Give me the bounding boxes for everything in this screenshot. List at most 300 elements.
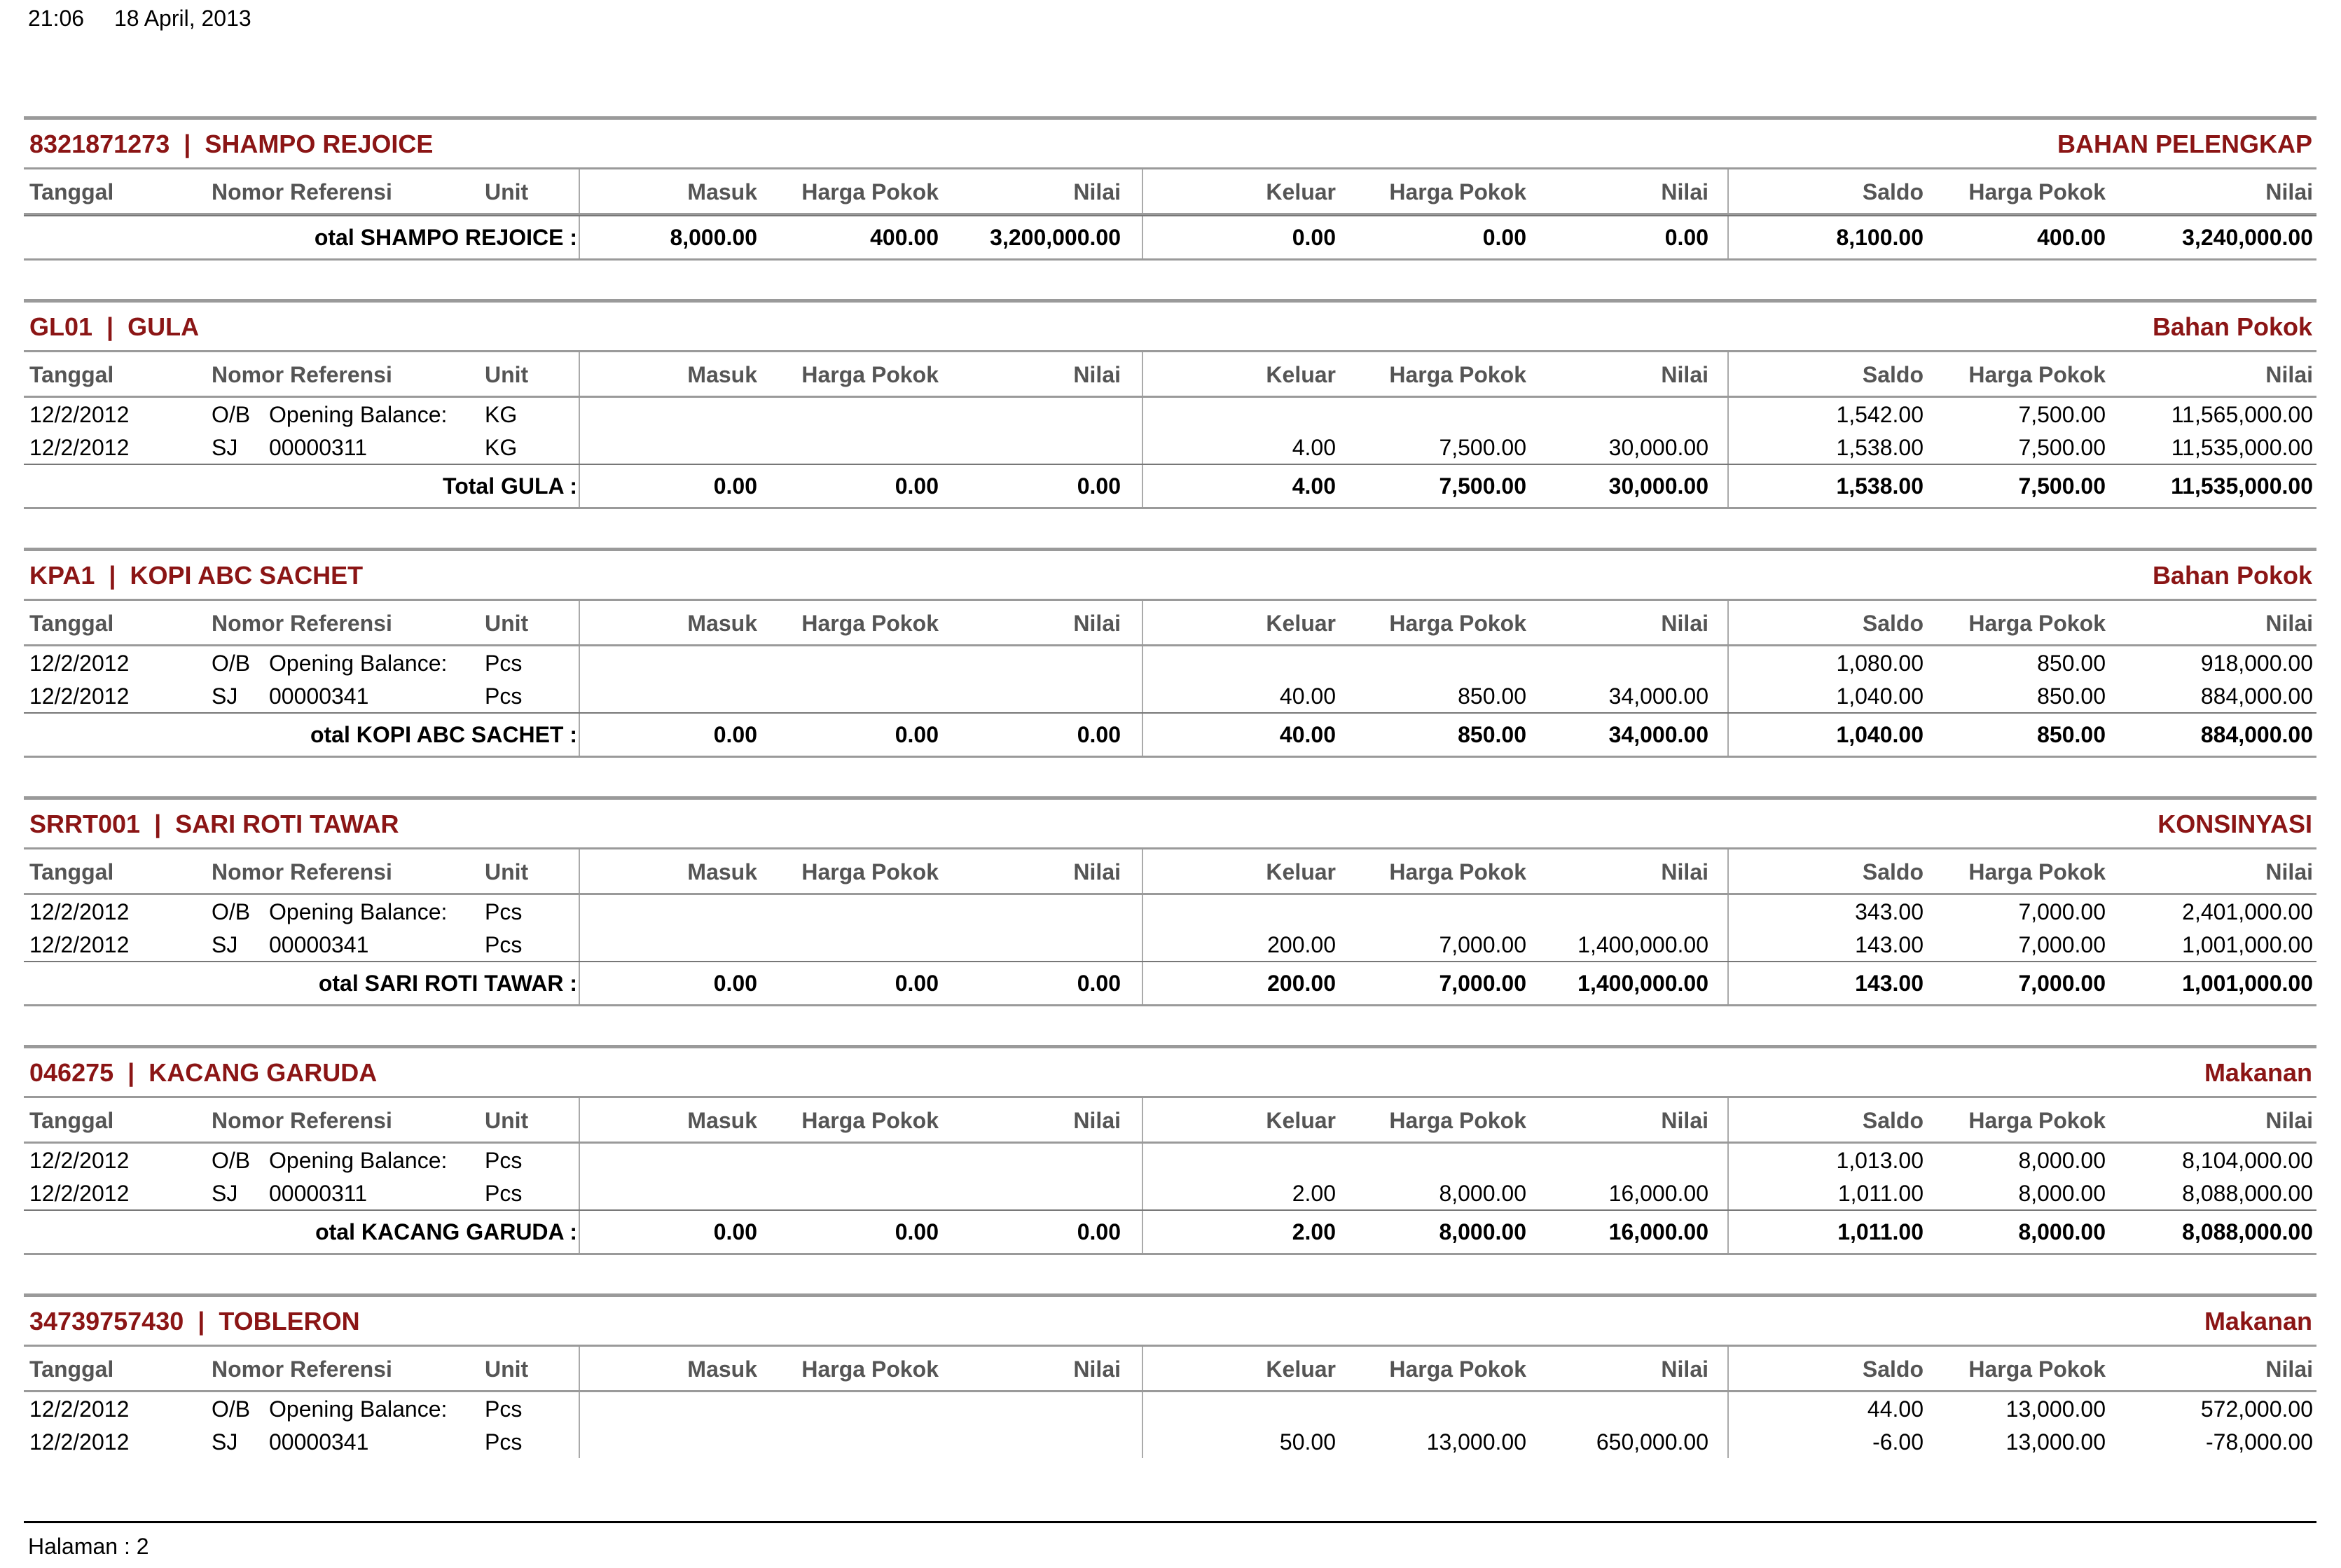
col-unit: Unit [485, 362, 529, 387]
col-keluar: Keluar [1266, 1108, 1336, 1133]
total-saldo: 143.00 [1855, 971, 1924, 996]
cell-saldo: 1,011.00 [1837, 1181, 1924, 1206]
table-row [24, 646, 2316, 679]
table-row [24, 1425, 2316, 1458]
cell-saldo: -6.00 [1872, 1429, 1924, 1455]
col-nilai-saldo: Nilai [2265, 362, 2313, 387]
cell-nilai-saldo: 11,535,000.00 [2171, 435, 2313, 460]
column-separator [1142, 601, 1143, 644]
col-nilai-saldo: Nilai [2265, 611, 2313, 636]
cell-harga-pokok-saldo: 850.00 [2037, 651, 2106, 676]
col-nilai-keluar: Nilai [1661, 1108, 1708, 1133]
item-heading [29, 1307, 360, 1336]
column-separator [1727, 679, 1729, 712]
col-tanggal: Tanggal [29, 1108, 114, 1133]
cell-unit: Pcs [485, 1148, 523, 1173]
total-harga-pokok-saldo: 7,500.00 [2018, 473, 2106, 499]
item-name: TOBLERON [219, 1307, 360, 1335]
total-nilai-keluar: 30,000.00 [1608, 473, 1708, 499]
cell-harga-pokok-keluar: 7,500.00 [1439, 435, 1526, 460]
col-harga-pokok-masuk: Harga Pokok [801, 1108, 939, 1133]
table-row [24, 1392, 2316, 1425]
col-keluar: Keluar [1266, 611, 1336, 636]
cell-unit: Pcs [485, 684, 523, 709]
column-separator [1142, 465, 1143, 507]
column-separator [1142, 1392, 1143, 1425]
col-masuk: Masuk [687, 362, 757, 387]
column-separator [1142, 895, 1143, 928]
column-separator [579, 601, 580, 644]
column-separator [1727, 465, 1729, 507]
col-harga-pokok-keluar: Harga Pokok [1389, 1108, 1526, 1133]
total-keluar: 200.00 [1267, 971, 1336, 996]
col-harga-pokok-masuk: Harga Pokok [801, 859, 939, 884]
cell-harga-pokok-saldo: 7,000.00 [2018, 899, 2106, 924]
cell-tanggal: 12/2/2012 [29, 651, 130, 676]
cell-type: SJ [212, 932, 238, 957]
stock-card-section [24, 796, 2316, 1006]
total-nilai-saldo: 1,001,000.00 [2182, 971, 2313, 996]
item-category: Makanan [2204, 1307, 2312, 1335]
cell-nilai-keluar: 650,000.00 [1596, 1429, 1708, 1455]
item-code: KPA1 [29, 561, 95, 590]
cell-reference: Opening Balance: [269, 1396, 448, 1422]
col-keluar: Keluar [1266, 859, 1336, 884]
total-label [290, 722, 577, 748]
item-heading [29, 561, 363, 590]
cell-unit: Pcs [485, 932, 523, 957]
column-header-row [24, 601, 2316, 646]
total-harga-pokok-masuk: 400.00 [870, 225, 939, 250]
col-saldo: Saldo [1862, 1108, 1924, 1133]
cell-saldo: 1,040.00 [1836, 684, 1924, 709]
cell-keluar: 4.00 [1292, 435, 1336, 460]
col-masuk: Masuk [687, 179, 757, 204]
item-title-bar [24, 796, 2316, 849]
cell-harga-pokok-saldo: 850.00 [2037, 684, 2106, 709]
column-separator [1727, 1392, 1729, 1425]
cell-unit: KG [485, 435, 518, 460]
cell-nilai-saldo: 8,104,000.00 [2182, 1148, 2313, 1173]
cell-tanggal: 12/2/2012 [29, 402, 130, 427]
column-separator [579, 1098, 580, 1142]
item-category: Bahan Pokok [2152, 312, 2312, 341]
item-name: SHAMPO REJOICE [205, 130, 434, 158]
column-separator [579, 1392, 580, 1425]
col-nilai-saldo: Nilai [2265, 1108, 2313, 1133]
total-masuk: 0.00 [713, 473, 757, 499]
cell-harga-pokok-saldo: 7,000.00 [2018, 932, 2106, 957]
column-separator [1142, 431, 1143, 464]
column-separator [1142, 1177, 1143, 1209]
col-nilai-keluar: Nilai [1661, 859, 1708, 884]
col-nomor-referensi: Nomor Referensi [212, 1108, 392, 1133]
column-separator [1142, 1211, 1143, 1253]
cell-nilai-saldo: 11,565,000.00 [2171, 402, 2313, 427]
col-tanggal: Tanggal [29, 611, 114, 636]
item-title-bar [24, 548, 2316, 601]
col-unit: Unit [485, 1357, 529, 1382]
column-separator [579, 895, 580, 928]
col-tanggal: Tanggal [29, 1357, 114, 1382]
total-harga-pokok-keluar: 0.00 [1482, 225, 1526, 250]
total-label [290, 473, 577, 499]
column-separator [1142, 352, 1143, 396]
cell-harga-pokok-saldo: 8,000.00 [2018, 1181, 2106, 1206]
total-nilai-masuk: 0.00 [1077, 473, 1121, 499]
col-nilai-keluar: Nilai [1661, 179, 1708, 204]
item-category: BAHAN PELENGKAP [2057, 130, 2312, 158]
column-separator [1727, 352, 1729, 396]
cell-nilai-saldo: -78,000.00 [2205, 1429, 2313, 1455]
col-harga-pokok-saldo: Harga Pokok [1968, 1108, 2106, 1133]
cell-nilai-saldo: 918,000.00 [2200, 651, 2313, 676]
cell-reference: 00000341 [269, 684, 369, 709]
cell-tanggal: 12/2/2012 [29, 899, 130, 924]
column-separator [1727, 1098, 1729, 1142]
total-label-text: Total GULA : [443, 473, 577, 499]
item-heading [29, 810, 399, 839]
col-keluar: Keluar [1266, 1357, 1336, 1382]
total-nilai-keluar: 1,400,000.00 [1577, 971, 1708, 996]
item-category: Makanan [2204, 1058, 2312, 1087]
total-row [24, 464, 2316, 509]
col-nilai-masuk: Nilai [1073, 1108, 1121, 1133]
cell-reference: Opening Balance: [269, 402, 448, 427]
column-separator [1142, 849, 1143, 893]
col-masuk: Masuk [687, 611, 757, 636]
table-row [24, 1144, 2316, 1177]
column-separator [1142, 169, 1143, 213]
column-separator [579, 1211, 580, 1253]
column-separator [1727, 895, 1729, 928]
column-separator [1142, 1425, 1143, 1458]
col-nomor-referensi: Nomor Referensi [212, 859, 392, 884]
cell-type: O/B [212, 1148, 251, 1173]
column-separator [1727, 646, 1729, 679]
cell-nilai-saldo: 1,001,000.00 [2182, 932, 2313, 957]
col-keluar: Keluar [1266, 179, 1336, 204]
col-unit: Unit [485, 859, 529, 884]
cell-harga-pokok-saldo: 7,500.00 [2018, 435, 2106, 460]
cell-tanggal: 12/2/2012 [29, 435, 130, 460]
column-separator [1727, 1425, 1729, 1458]
col-tanggal: Tanggal [29, 362, 114, 387]
cell-reference: 00000311 [269, 1181, 367, 1206]
cell-type: SJ [212, 1429, 238, 1455]
cell-reference: Opening Balance: [269, 899, 448, 924]
total-label [290, 971, 577, 997]
col-nilai-saldo: Nilai [2265, 859, 2313, 884]
stock-card-section [24, 1293, 2316, 1458]
col-harga-pokok-saldo: Harga Pokok [1968, 1357, 2106, 1382]
print-time: 21:06 [28, 6, 85, 31]
column-separator [1727, 169, 1729, 213]
total-harga-pokok-saldo: 8,000.00 [2018, 1219, 2106, 1244]
total-harga-pokok-masuk: 0.00 [895, 722, 939, 747]
column-separator [1727, 216, 1729, 258]
col-saldo: Saldo [1862, 611, 1924, 636]
column-separator [579, 352, 580, 396]
cell-reference: Opening Balance: [269, 651, 448, 676]
cell-saldo: 1,542.00 [1836, 402, 1924, 427]
item-code: SRRT001 [29, 810, 141, 838]
total-row [24, 712, 2316, 758]
table-row [24, 1177, 2316, 1209]
cell-type: O/B [212, 1396, 251, 1422]
column-separator [1142, 398, 1143, 431]
total-row [24, 961, 2316, 1006]
col-nomor-referensi: Nomor Referensi [212, 611, 392, 636]
column-separator [579, 1177, 580, 1209]
column-separator [1727, 928, 1729, 961]
total-row [24, 1209, 2316, 1255]
page-number: Halaman : 2 [28, 1534, 149, 1559]
column-separator [1727, 1144, 1729, 1177]
total-keluar: 40.00 [1279, 722, 1336, 747]
cell-type: SJ [212, 435, 238, 460]
item-title-bar [24, 299, 2316, 352]
col-saldo: Saldo [1862, 859, 1924, 884]
total-nilai-saldo: 3,240,000.00 [2182, 225, 2313, 250]
col-keluar: Keluar [1266, 362, 1336, 387]
column-separator [1142, 1144, 1143, 1177]
cell-unit: Pcs [485, 899, 523, 924]
column-separator [579, 431, 580, 464]
column-separator [579, 169, 580, 213]
col-harga-pokok-keluar: Harga Pokok [1389, 1357, 1526, 1382]
column-separator [1142, 216, 1143, 258]
column-separator [579, 679, 580, 712]
total-harga-pokok-saldo: 400.00 [2037, 225, 2106, 250]
col-nomor-referensi: Nomor Referensi [212, 179, 392, 204]
column-header-row [24, 169, 2316, 215]
col-harga-pokok-masuk: Harga Pokok [801, 1357, 939, 1382]
col-tanggal: Tanggal [29, 859, 114, 884]
total-harga-pokok-masuk: 0.00 [895, 971, 939, 996]
col-nilai-masuk: Nilai [1073, 611, 1121, 636]
total-masuk: 0.00 [713, 722, 757, 747]
heading-separator: | [92, 312, 128, 341]
total-nilai-masuk: 3,200,000.00 [990, 225, 1121, 250]
heading-separator: | [95, 561, 130, 590]
item-title-bar [24, 116, 2316, 169]
cell-type: SJ [212, 1181, 238, 1206]
cell-tanggal: 12/2/2012 [29, 1429, 130, 1455]
cell-saldo: 1,538.00 [1836, 435, 1924, 460]
cell-harga-pokok-keluar: 850.00 [1458, 684, 1526, 709]
cell-saldo: 44.00 [1867, 1396, 1924, 1422]
column-separator [1142, 1347, 1143, 1390]
item-name: GULA [127, 312, 200, 341]
cell-unit: Pcs [485, 1429, 523, 1455]
total-saldo: 1,011.00 [1837, 1219, 1924, 1244]
total-label [290, 225, 577, 251]
cell-tanggal: 12/2/2012 [29, 1396, 130, 1422]
cell-keluar: 50.00 [1279, 1429, 1336, 1455]
table-row [24, 928, 2316, 961]
table-row [24, 431, 2316, 464]
col-nilai-keluar: Nilai [1661, 362, 1708, 387]
cell-harga-pokok-saldo: 13,000.00 [2005, 1396, 2106, 1422]
total-nilai-masuk: 0.00 [1077, 1219, 1121, 1244]
cell-saldo: 1,080.00 [1836, 651, 1924, 676]
total-nilai-keluar: 0.00 [1664, 225, 1708, 250]
col-tanggal: Tanggal [29, 179, 114, 204]
total-nilai-keluar: 16,000.00 [1608, 1219, 1708, 1244]
col-nilai-saldo: Nilai [2265, 179, 2313, 204]
print-date: 18 April, 2013 [113, 6, 251, 31]
item-title-bar [24, 1045, 2316, 1098]
cell-nilai-keluar: 16,000.00 [1608, 1181, 1708, 1206]
cell-unit: Pcs [485, 1396, 523, 1422]
col-harga-pokok-keluar: Harga Pokok [1389, 362, 1526, 387]
column-separator [1727, 1177, 1729, 1209]
col-harga-pokok-masuk: Harga Pokok [801, 179, 939, 204]
total-harga-pokok-keluar: 7,500.00 [1439, 473, 1526, 499]
column-separator [1727, 1211, 1729, 1253]
col-harga-pokok-saldo: Harga Pokok [1968, 179, 2106, 204]
item-name: KACANG GARUDA [149, 1058, 378, 1087]
total-label-text: otal KACANG GARUDA : [315, 1219, 577, 1244]
total-masuk: 0.00 [713, 1219, 757, 1244]
column-separator [1727, 431, 1729, 464]
col-harga-pokok-keluar: Harga Pokok [1389, 179, 1526, 204]
cell-unit: KG [485, 402, 518, 427]
heading-separator: | [113, 1058, 149, 1087]
cell-nilai-keluar: 30,000.00 [1608, 435, 1708, 460]
column-separator [1142, 646, 1143, 679]
col-harga-pokok-masuk: Harga Pokok [801, 362, 939, 387]
cell-keluar: 200.00 [1267, 932, 1336, 957]
cell-reference: 00000341 [269, 1429, 369, 1455]
cell-nilai-keluar: 1,400,000.00 [1577, 932, 1708, 957]
total-masuk: 0.00 [713, 971, 757, 996]
table-row [24, 895, 2316, 928]
col-harga-pokok-keluar: Harga Pokok [1389, 859, 1526, 884]
total-nilai-masuk: 0.00 [1077, 722, 1121, 747]
column-header-row [24, 352, 2316, 398]
cell-reference: Opening Balance: [269, 1148, 448, 1173]
cell-type: O/B [212, 402, 251, 427]
item-category: Bahan Pokok [2152, 561, 2312, 590]
total-keluar: 2.00 [1292, 1219, 1336, 1244]
column-separator [1727, 601, 1729, 644]
table-row [24, 679, 2316, 712]
total-label-text: otal KOPI ABC SACHET : [310, 722, 577, 747]
cell-unit: Pcs [485, 1181, 523, 1206]
total-nilai-saldo: 8,088,000.00 [2182, 1219, 2313, 1244]
total-saldo: 8,100.00 [1836, 225, 1924, 250]
cell-harga-pokok-keluar: 13,000.00 [1426, 1429, 1526, 1455]
item-title-bar [24, 1293, 2316, 1347]
col-masuk: Masuk [687, 1108, 757, 1133]
cell-harga-pokok-keluar: 7,000.00 [1439, 932, 1526, 957]
column-separator [1727, 398, 1729, 431]
total-label-text: otal SHAMPO REJOICE : [314, 225, 577, 250]
cell-unit: Pcs [485, 651, 523, 676]
col-unit: Unit [485, 179, 529, 204]
column-separator [1142, 928, 1143, 961]
col-nilai-masuk: Nilai [1073, 362, 1121, 387]
total-harga-pokok-saldo: 7,000.00 [2018, 971, 2106, 996]
column-separator [579, 216, 580, 258]
total-harga-pokok-masuk: 0.00 [895, 473, 939, 499]
cell-keluar: 2.00 [1292, 1181, 1336, 1206]
column-header-row [24, 1098, 2316, 1144]
column-separator [1142, 714, 1143, 756]
cell-reference: 00000341 [269, 932, 369, 957]
col-masuk: Masuk [687, 1357, 757, 1382]
column-separator [1142, 962, 1143, 1004]
total-saldo: 1,538.00 [1836, 473, 1924, 499]
cell-saldo: 1,013.00 [1836, 1148, 1924, 1173]
cell-tanggal: 12/2/2012 [29, 684, 130, 709]
cell-nilai-saldo: 8,088,000.00 [2182, 1181, 2313, 1206]
cell-tanggal: 12/2/2012 [29, 1148, 130, 1173]
column-separator [579, 928, 580, 961]
cell-reference: 00000311 [269, 435, 367, 460]
stock-card-section [24, 299, 2316, 509]
col-masuk: Masuk [687, 859, 757, 884]
heading-separator: | [140, 810, 176, 838]
col-harga-pokok-masuk: Harga Pokok [801, 611, 939, 636]
cell-keluar: 40.00 [1279, 684, 1336, 709]
column-separator [1142, 679, 1143, 712]
col-unit: Unit [485, 611, 529, 636]
cell-harga-pokok-saldo: 8,000.00 [2018, 1148, 2106, 1173]
total-label-text: otal SARI ROTI TAWAR : [318, 971, 577, 996]
col-nilai-masuk: Nilai [1073, 1357, 1121, 1382]
column-separator [579, 849, 580, 893]
item-heading [29, 1058, 377, 1088]
total-nilai-masuk: 0.00 [1077, 971, 1121, 996]
column-separator [1727, 849, 1729, 893]
item-code: 8321871273 [29, 130, 170, 158]
item-code: 34739757430 [29, 1307, 184, 1335]
total-keluar: 4.00 [1292, 473, 1336, 499]
cell-nilai-keluar: 34,000.00 [1608, 684, 1708, 709]
col-unit: Unit [485, 1108, 529, 1133]
col-harga-pokok-saldo: Harga Pokok [1968, 611, 2106, 636]
cell-saldo: 343.00 [1855, 899, 1924, 924]
item-category: KONSINYASI [2157, 810, 2312, 838]
col-saldo: Saldo [1862, 1357, 1924, 1382]
cell-type: O/B [212, 899, 251, 924]
total-saldo: 1,040.00 [1836, 722, 1924, 747]
item-name: SARI ROTI TAWAR [175, 810, 399, 838]
table-row [24, 398, 2316, 431]
col-harga-pokok-saldo: Harga Pokok [1968, 362, 2106, 387]
footer-divider [24, 1521, 2316, 1523]
col-harga-pokok-keluar: Harga Pokok [1389, 611, 1526, 636]
cell-harga-pokok-saldo: 13,000.00 [2005, 1429, 2106, 1455]
cell-harga-pokok-saldo: 7,500.00 [2018, 402, 2106, 427]
cell-nilai-saldo: 572,000.00 [2200, 1396, 2313, 1422]
total-keluar: 0.00 [1292, 225, 1336, 250]
column-separator [579, 1425, 580, 1458]
column-separator [579, 465, 580, 507]
stock-card-section [24, 116, 2316, 261]
total-harga-pokok-keluar: 850.00 [1458, 722, 1526, 747]
cell-tanggal: 12/2/2012 [29, 932, 130, 957]
col-saldo: Saldo [1862, 179, 1924, 204]
col-nilai-masuk: Nilai [1073, 179, 1121, 204]
col-nilai-keluar: Nilai [1661, 1357, 1708, 1382]
column-separator [1727, 962, 1729, 1004]
print-timestamp [28, 6, 275, 32]
total-harga-pokok-saldo: 850.00 [2037, 722, 2106, 747]
